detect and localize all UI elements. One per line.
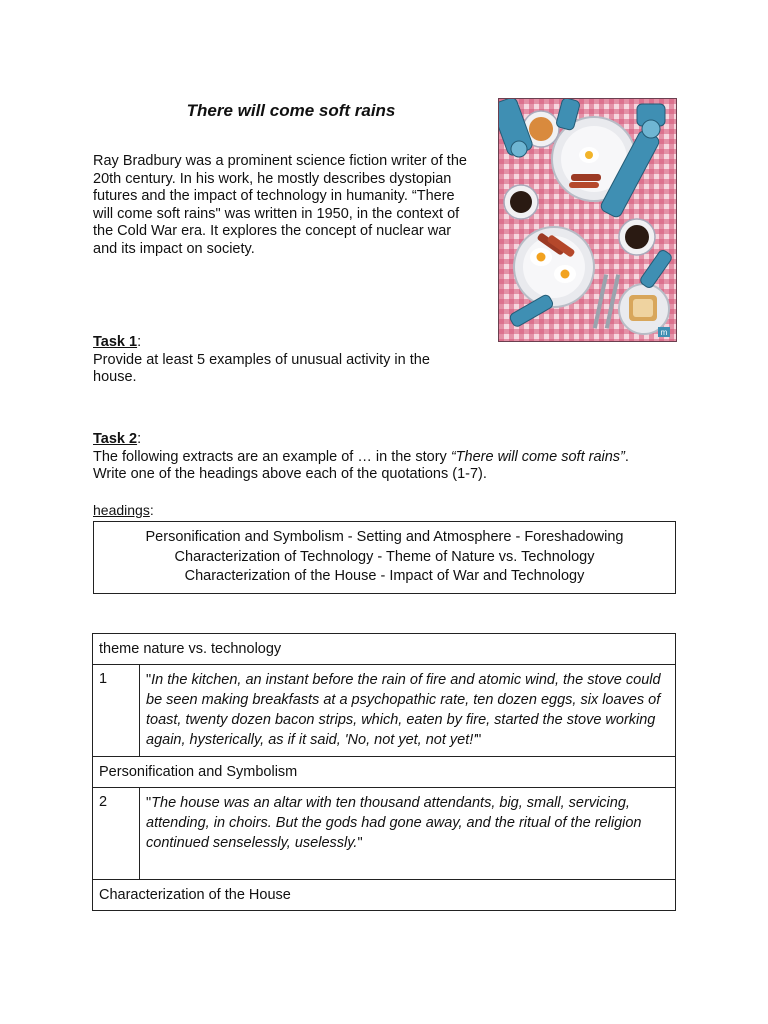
signature-text: m	[660, 328, 668, 337]
task-2-line-1-end: .	[624, 448, 629, 465]
quotation-row	[93, 665, 676, 757]
task-2-line-1-text: The following extracts are an example of … in the story	[93, 448, 451, 465]
quotations-table	[92, 633, 676, 911]
task-2-colon: :	[137, 431, 142, 447]
task-2-line-2: Write one of the headings above each of the quotations (1-7).	[93, 466, 487, 482]
headings-line: Characterization of the House - Impact of War and Technology	[184, 568, 585, 584]
breakfast-illustration-svg	[499, 99, 676, 341]
heading-cell[interactable]: Characterization of the House	[93, 880, 676, 911]
task-1-text: Provide at least 5 examples of unusual activity in the house.	[93, 351, 430, 385]
task-2-story-title: “There will come soft rains”	[450, 448, 625, 465]
quotation-number: 1	[93, 665, 140, 757]
task-2-line-1	[93, 449, 683, 467]
quotation-number: 2	[93, 788, 140, 880]
headings-line: Characterization of Technology - Theme of Nature vs. Technology	[174, 548, 595, 565]
intro-paragraph: Ray Bradbury was a prominent science fiction writer of the 20th century. In his work, he mostly describes dystopian futures and the impact of technology in humanity. “There will come soft rains" was written in 1950, in the context of the Cold War era. It explores the concept of nuclear war and its impact on society.	[93, 153, 467, 257]
headings-colon: :	[149, 502, 154, 518]
quotation-row	[93, 788, 676, 880]
task-2-heading	[93, 431, 683, 449]
quote-close: "	[476, 732, 482, 748]
task-1	[93, 334, 683, 387]
page-title: There will come soft rains	[186, 101, 396, 120]
task-2-label: Task 2	[93, 431, 138, 447]
headings-label	[93, 502, 154, 518]
quotation-text: In the kitchen, an instant before the rain of fire and atomic wind, the stove could be seen making breakfasts at a psychopathic rate, ten dozen eggs, six loaves of toast, twenty dozen bacon strips, which, eaten by fire, started the stove working again, hysterically, as if it said, 'No, not yet, not yet!'	[146, 672, 661, 748]
heading-cell[interactable]: theme nature vs. technology	[93, 634, 676, 665]
heading-row	[93, 634, 676, 665]
heading-cell[interactable]: Personification and Symbolism	[93, 757, 676, 788]
heading-row	[93, 757, 676, 788]
task-1-heading	[93, 334, 683, 352]
quotation-text-cell	[140, 665, 676, 757]
task-1-colon: :	[137, 334, 142, 350]
headings-line: Personification and Symbolism - Setting and Atmosphere - Foreshadowing	[145, 529, 624, 545]
headings-label-text: headings	[93, 502, 150, 518]
kitchen-robot-breakfast-illustration	[498, 98, 677, 342]
headings-box	[93, 521, 676, 594]
task-2	[93, 431, 683, 484]
task-1-label: Task 1	[93, 334, 138, 350]
quote-open: "	[146, 795, 152, 811]
quotation-text: The house was an altar with ten thousand attendants, big, small, servicing, attending, in choirs. But the gods had gone away, and the ritual of the religion continued senselessly, uselessly.	[146, 795, 642, 851]
heading-row	[93, 880, 676, 911]
quotation-text-cell	[140, 788, 676, 880]
quote-close: "	[357, 835, 363, 851]
quote-open: "	[146, 672, 152, 688]
